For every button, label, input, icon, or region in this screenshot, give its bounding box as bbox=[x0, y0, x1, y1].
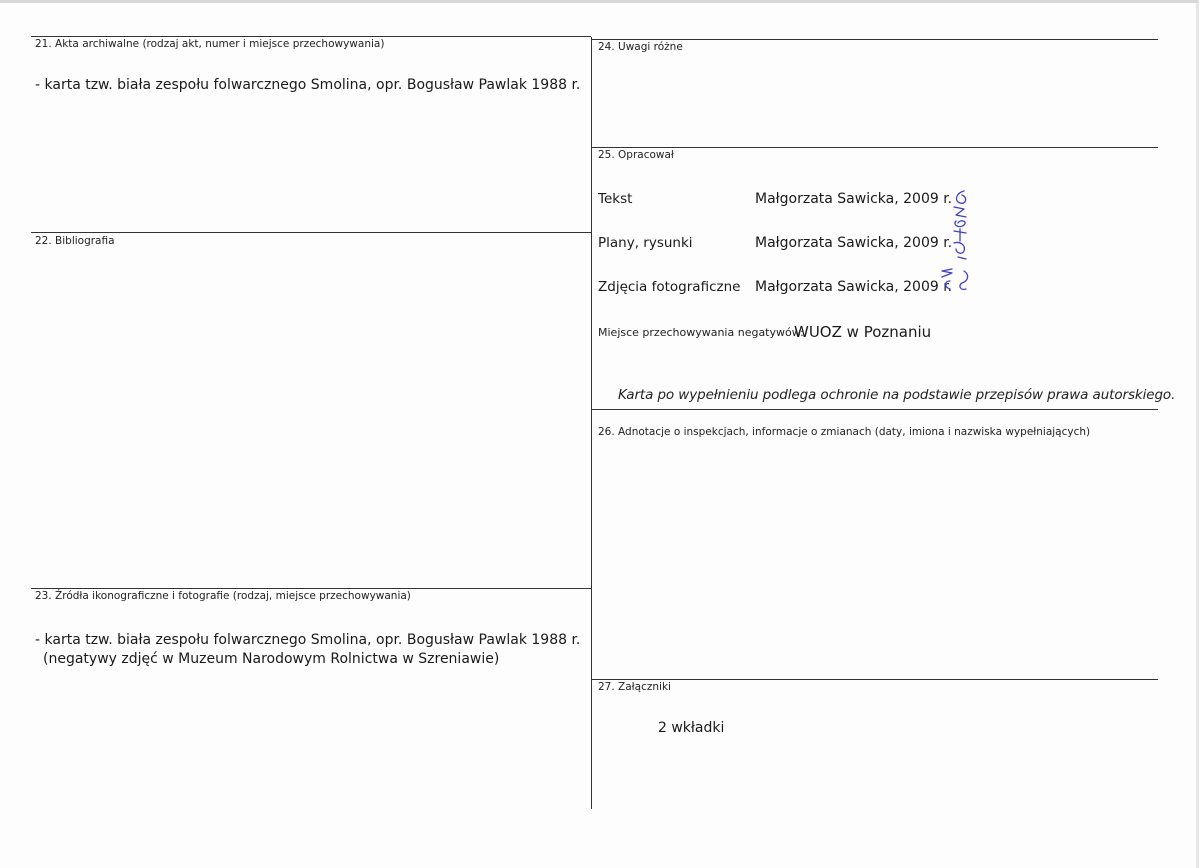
author-row-value: Małgorzata Sawicka, 2009 r. bbox=[755, 191, 953, 207]
negatives-label: Miejsce przechowywania negatywów: bbox=[598, 326, 804, 339]
author-row-value: Małgorzata Sawicka, 2009 r. bbox=[755, 279, 953, 295]
section-25-rule bbox=[592, 147, 1158, 148]
section-27-content: 2 wkładki bbox=[658, 720, 725, 736]
column-divider bbox=[591, 37, 592, 809]
section-23-rule bbox=[31, 588, 591, 589]
author-row-key: Tekst bbox=[598, 191, 633, 207]
section-25-label: 25. Opracował bbox=[598, 149, 674, 161]
section-21-content: - karta tzw. biała zespołu folwarcznego Smolina, opr. Bogusław Pawlak 1988 r. bbox=[35, 77, 581, 93]
section-24-label: 24. Uwagi różne bbox=[598, 41, 683, 53]
section-27-label: 27. Załączniki bbox=[598, 681, 671, 693]
section-21-rule bbox=[31, 36, 591, 37]
author-row-value: Małgorzata Sawicka, 2009 r. bbox=[755, 235, 953, 251]
section-26-label: 26. Adnotacje o inspekcjach, informacje o zmianach (daty, imiona i nazwiska wypełniających) bbox=[598, 426, 1091, 438]
section-23-line-1: - karta tzw. biała zespołu folwarcznego Smolina, opr. Bogusław Pawlak 1988 r. bbox=[35, 632, 581, 648]
author-row-key: Plany, rysunki bbox=[598, 235, 693, 251]
section-22-rule bbox=[31, 232, 591, 233]
copyright-note: Karta po wypełnieniu podlega ochronie na podstawie przepisów prawa autorskiego. bbox=[618, 387, 1176, 403]
section-26-rule bbox=[592, 409, 1158, 410]
section-23-line-2: (negatywy zdjęć w Muzeum Narodowym Rolnictwa w Szreniawie) bbox=[43, 651, 500, 667]
section-23-label: 23. Źródła ikonograficzne i fotografie (rodzaj, miejsce przechowywania) bbox=[35, 590, 411, 602]
section-21-label: 21. Akta archiwalne (rodzaj akt, numer i miejsce przechowywania) bbox=[35, 38, 385, 50]
handwritten-signature bbox=[930, 185, 974, 297]
author-row-key: Zdjęcia fotograficzne bbox=[598, 279, 741, 295]
section-27-rule bbox=[592, 679, 1158, 680]
section-24-rule bbox=[592, 39, 1158, 40]
negatives-value: WUOZ w Poznaniu bbox=[794, 323, 932, 341]
section-22-label: 22. Bibliografia bbox=[35, 235, 115, 247]
